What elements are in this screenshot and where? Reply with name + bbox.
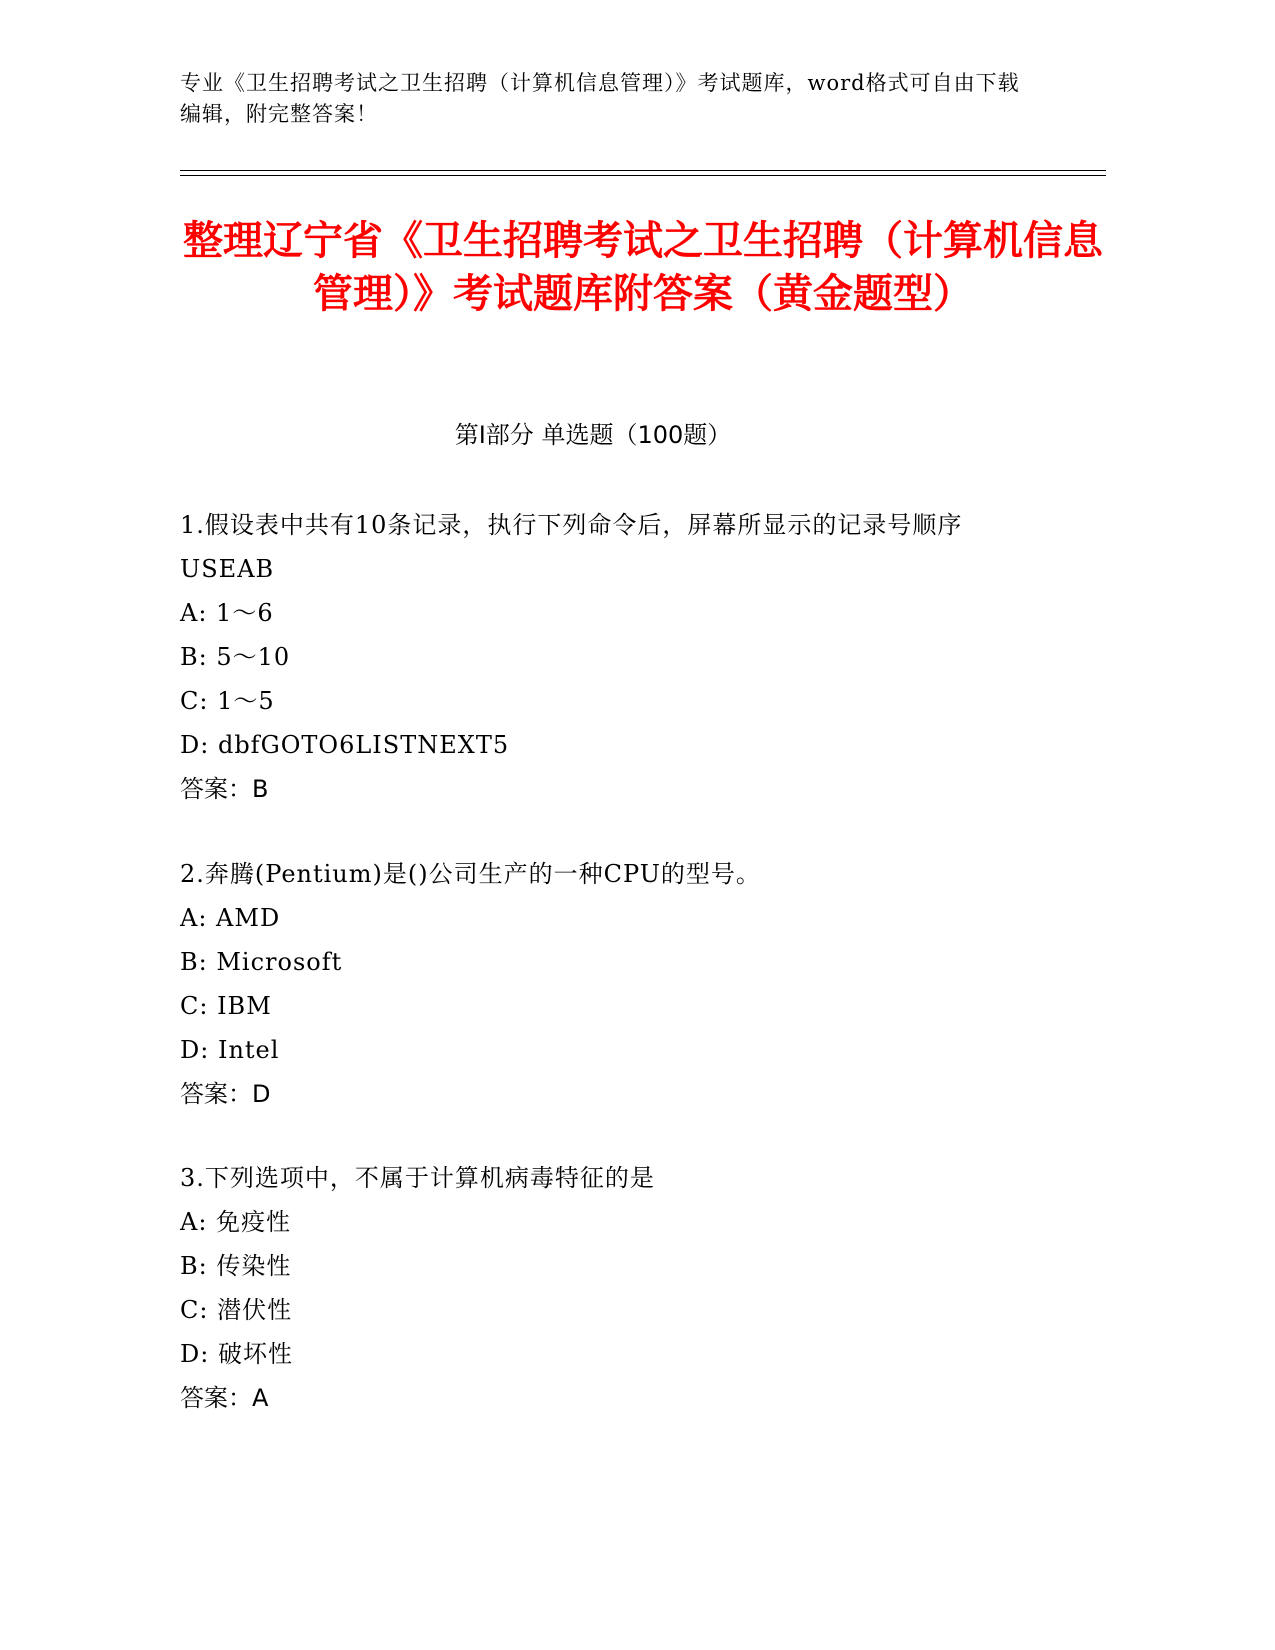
option-c: C: IBM [180, 992, 272, 1020]
option-d: D: 破坏性 [180, 1340, 293, 1368]
question-block [180, 852, 1050, 1116]
question-stem: 1.假设表中共有10条记录，执行下列命令后，屏幕所显示的记录号顺序USEAB [180, 511, 963, 583]
option-a: A: AMD [180, 904, 281, 932]
option-d: D: Intel [180, 1036, 280, 1064]
option-b: B: 传染性 [180, 1252, 292, 1280]
answer-line: 答案：A [180, 1384, 269, 1412]
question-stem: 3.下列选项中，不属于计算机病毒特征的是 [180, 1164, 655, 1192]
option-c: C: 潜伏性 [180, 1296, 293, 1324]
option-a: A: 免疫性 [180, 1208, 292, 1236]
option-a: A: 1～6 [180, 599, 274, 627]
option-d: D: dbfGOTO6LISTNEXT5 [180, 731, 510, 759]
option-b: B: Microsoft [180, 948, 343, 976]
header-divider-bottom [180, 175, 1106, 176]
question-stem: 2.奔腾(Pentium)是()公司生产的一种CPU的型号。 [180, 860, 761, 888]
question-block [180, 503, 1050, 811]
option-c: C: 1～5 [180, 687, 275, 715]
header-divider-top [180, 170, 1106, 171]
document-title: 整理辽宁省《卫生招聘考试之卫生招聘（计算机信息管理）》考试题库附答案（黄金题型） [183, 218, 1103, 317]
header-note: 专业《卫生招聘考试之卫生招聘（计算机信息管理）》考试题库，word格式可自由下载编辑，附完整答案！ [180, 71, 1020, 126]
question-block [180, 1156, 1050, 1420]
option-b: B: 5～10 [180, 643, 291, 671]
answer-line: 答案：B [180, 775, 269, 803]
section-title: 第I部分 单选题（100题） [454, 421, 732, 449]
answer-line: 答案：D [180, 1080, 271, 1108]
